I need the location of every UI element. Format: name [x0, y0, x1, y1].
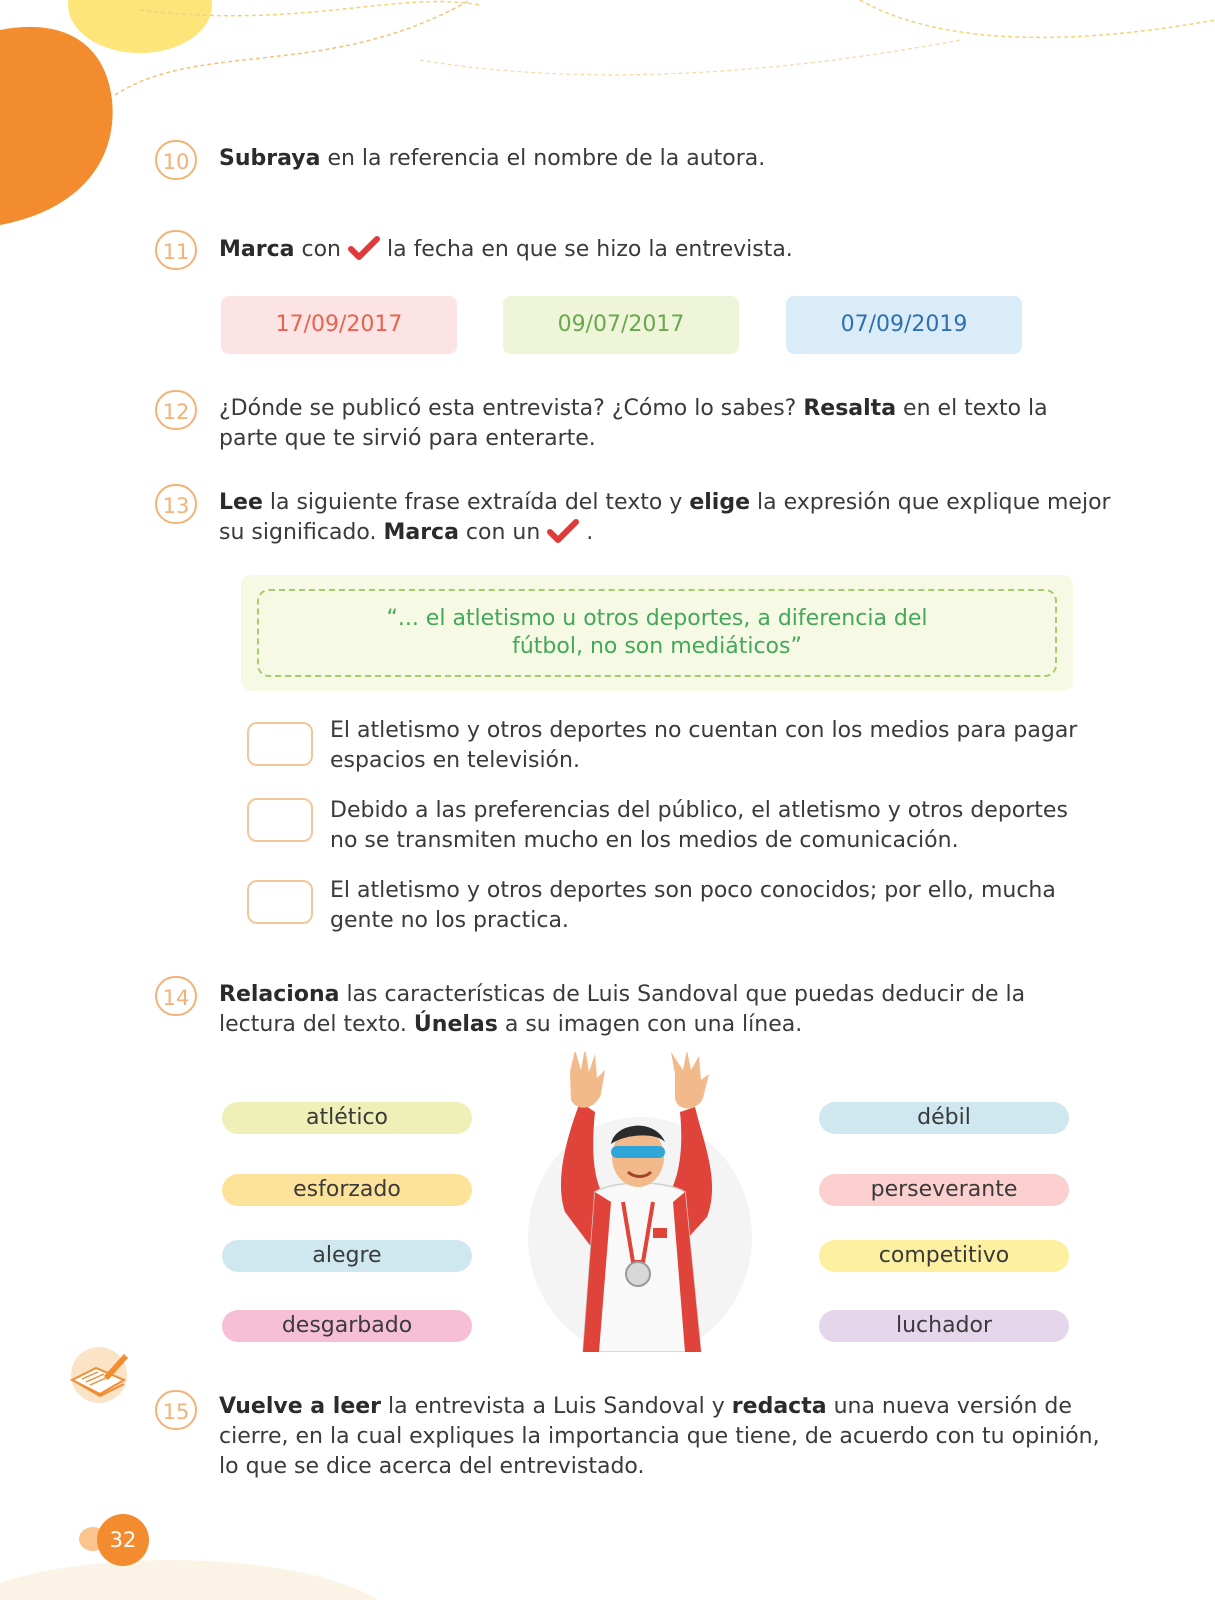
- q13-text2: la expresión que explique mejor su significado.: [219, 490, 1111, 545]
- word-pill-esforzado[interactable]: esforzado: [222, 1174, 472, 1206]
- q13-text3: con un: [458, 520, 548, 545]
- q13-verb-lee: Lee: [219, 490, 263, 515]
- question-14-text: [219, 980, 1069, 1040]
- question-12-text: [219, 394, 1069, 454]
- word-pill-competitivo[interactable]: competitivo: [819, 1240, 1069, 1272]
- word-pill-debil[interactable]: débil: [819, 1102, 1069, 1134]
- word-pill-alegre[interactable]: alegre: [222, 1240, 472, 1272]
- word-pill-luchador[interactable]: luchador: [819, 1310, 1069, 1342]
- quote-frame: [257, 589, 1057, 677]
- check-mark-icon: [348, 235, 380, 261]
- word-pill-desgarbado[interactable]: desgarbado: [222, 1310, 472, 1342]
- q12-text-before: ¿Dónde se publicó esta entrevista? ¿Cómo lo sabes?: [219, 396, 804, 421]
- q14-text2: a su imagen con una línea.: [497, 1012, 803, 1037]
- date-option-2[interactable]: 09/07/2017: [503, 296, 739, 354]
- option-text-2: Debido a las preferencias del público, el atletismo y otros deportes no se transmiten mucho en los medios de comunicación.: [330, 798, 1068, 853]
- q15-verb-vuelve: Vuelve a leer: [219, 1394, 382, 1419]
- option-text-3: El atletismo y otros deportes son poco conocidos; por ello, mucha gente no los practica.: [330, 878, 1056, 933]
- q10-rest: en la referencia el nombre de la autora.: [320, 146, 766, 171]
- option-checkbox-2[interactable]: [247, 798, 313, 842]
- question-10-text: [219, 144, 1119, 174]
- q15-text2: una nueva versión de cierre, en la cual expliques la importancia que tiene, de acuerdo con tu opinión, lo que se dice acerca del entrevistado.: [219, 1394, 1100, 1479]
- word-pill-atletico[interactable]: atlético: [222, 1102, 472, 1134]
- q11-text-after: la fecha en que se hizo la entrevista.: [379, 237, 793, 262]
- q10-verb: Subraya: [219, 146, 321, 171]
- question-11-text: [219, 235, 1119, 265]
- question-number-13: 13: [155, 484, 197, 524]
- word-pill-perseverante[interactable]: perseverante: [819, 1174, 1069, 1206]
- q13-text4: .: [579, 520, 594, 545]
- quote-text: “... el atletismo u otros deportes, a diferencia del fútbol, no son mediáticos”: [386, 606, 928, 659]
- date-option-1[interactable]: 17/09/2017: [221, 296, 457, 354]
- q11-verb: Marca: [219, 237, 295, 262]
- writing-notebook-icon: [66, 1346, 132, 1404]
- option-checkbox-1[interactable]: [247, 722, 313, 766]
- option-checkbox-3[interactable]: [247, 880, 313, 924]
- question-number-11: 11: [155, 230, 197, 270]
- question-number-15: 15: [155, 1390, 197, 1430]
- q11-text-before: con: [294, 237, 348, 262]
- page-number: 32: [97, 1514, 149, 1566]
- q15-verb-redacta: redacta: [731, 1394, 827, 1419]
- q12-verb: Resalta: [803, 396, 897, 421]
- question-15-text: [219, 1392, 1109, 1482]
- question-number-12: 12: [155, 390, 197, 430]
- q15-text1: la entrevista a Luis Sandoval y: [381, 1394, 732, 1419]
- q13-text1: la siguiente frase extraída del texto y: [262, 490, 690, 515]
- q12-text-after: en el texto la parte que te sirvió para enterarte.: [219, 396, 1048, 451]
- question-13-text: [219, 488, 1119, 548]
- option-text-1: El atletismo y otros deportes no cuentan con los medios para pagar espacios en televisión.: [330, 718, 1078, 773]
- athlete-illustration: [525, 1052, 755, 1352]
- q14-text1: las características de Luis Sandoval que puedas deducir de la lectura del texto.: [219, 982, 1026, 1037]
- q13-verb-marca: Marca: [383, 520, 459, 545]
- quote-box: [241, 575, 1073, 691]
- question-number-14: 14: [155, 976, 197, 1016]
- q14-verb-unelas: Únelas: [413, 1012, 498, 1037]
- date-option-3[interactable]: 07/09/2019: [786, 296, 1022, 354]
- q14-verb-relaciona: Relaciona: [219, 982, 340, 1007]
- q13-verb-elige: elige: [689, 490, 750, 515]
- question-number-10: 10: [155, 140, 197, 180]
- check-mark-icon: [547, 518, 579, 544]
